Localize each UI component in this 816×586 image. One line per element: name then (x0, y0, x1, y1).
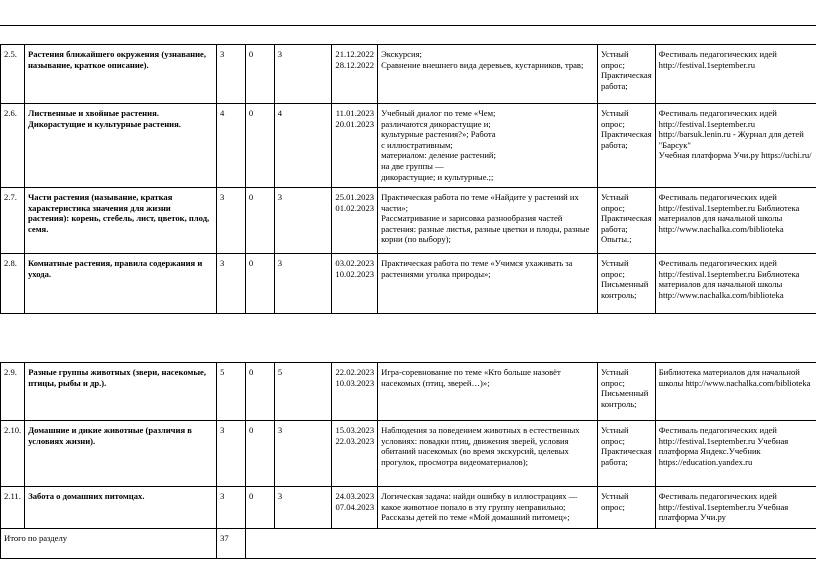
hours-practical (274, 45, 332, 104)
activities-cell (378, 254, 598, 314)
hours-control (245, 363, 274, 421)
topic-cell-text: Растения ближайшего окружения (узнавание, называние, краткое описание). (27, 49, 206, 70)
dates-cell (332, 254, 378, 314)
date-value: 24.03.2023 (335, 491, 375, 501)
row-number-text: 2.5. (4, 49, 17, 59)
row-number (1, 104, 25, 188)
topic-cell (24, 254, 216, 314)
dates-cell (332, 45, 378, 104)
date-value: 10.03.2023 (335, 377, 375, 388)
forms-cell (597, 487, 655, 529)
row-number (1, 487, 25, 529)
date-value: 10.02.2023 (335, 268, 375, 279)
summary-empty (245, 529, 816, 559)
hours-control-text: 0 (248, 491, 254, 501)
forms-cell (597, 188, 655, 254)
activities-cell-text: Экскурсия; Сравнение внешнего вида деревьев, кустарников, трав; (381, 49, 584, 70)
topic-cell (25, 487, 217, 529)
summary-row (1, 529, 816, 559)
topic-cell (25, 421, 217, 487)
dates-cell (332, 421, 378, 487)
hours-practical-text: 3 (277, 258, 283, 268)
activities-cell (378, 363, 598, 421)
hours-total-text: 3 (220, 491, 225, 501)
row-number (1, 188, 25, 254)
topic-cell (24, 188, 216, 254)
hours-practical (274, 363, 332, 421)
hours-total-text: 3 (220, 258, 225, 268)
topic-cell (25, 363, 217, 421)
date-value: 22.03.2023 (335, 435, 375, 446)
hours-control-text: 0 (248, 192, 254, 202)
row-number-text: 2.10. (4, 425, 22, 435)
dates-cell (332, 487, 378, 529)
hours-practical (274, 188, 332, 254)
curriculum-table-top (0, 44, 816, 314)
summary-value: 37 (217, 529, 246, 559)
resources-cell-text: Библиотека материалов для начальной школы http://www.nachalka.com/biblioteka (658, 367, 811, 388)
hours-control (245, 188, 274, 254)
row-number (1, 45, 25, 104)
hours-practical-text: 3 (277, 425, 283, 435)
activities-cell (378, 421, 598, 487)
topic-cell-text: Забота о домашних питомцах. (28, 491, 145, 501)
table-row (1, 188, 816, 254)
activities-cell (378, 104, 598, 188)
hours-total-text: 3 (220, 192, 225, 202)
date-value: 25.01.2023 (335, 192, 375, 202)
activities-cell-text: Практическая работа по теме «Найдите у растений их части»; Рассматривание и зарисовка разнообразия частей растения: разные листья, разные цветки и плоды, разные корни (по выбору); (381, 192, 590, 245)
hours-practical (274, 104, 332, 188)
resources-cell (655, 104, 816, 188)
row-number-text: 2.11. (4, 491, 21, 501)
resources-cell-text: Фестиваль педагогических идей http://festival.1september.ru http://barsuk.lenin.ru - Журнал для детей "Барсук" Учебная платформа Учи.ру https://uchi.ru/ (658, 108, 812, 161)
activities-cell (378, 45, 598, 104)
dates-cell (332, 363, 378, 421)
table-row (1, 421, 816, 487)
forms-cell-text: Устный опрос; Практическая работа; Опыты.; (600, 192, 652, 245)
hours-total (217, 421, 246, 487)
topic-cell-text: Части растения (называние, краткая характеристика значения для жизни растения): корень, стебель, лист, цветок, плод, семя. (27, 192, 210, 234)
hours-total-text: 5 (220, 367, 225, 377)
forms-cell-text: Устный опрос; Письменный контроль; (600, 258, 649, 300)
hours-control-text: 0 (248, 108, 254, 118)
resources-cell-text: Фестиваль педагогических идей http://festival.1september.ru Учебная платформа Учи.ру (658, 491, 789, 523)
hours-total (217, 104, 246, 188)
hours-control (245, 254, 274, 314)
hours-control (245, 487, 274, 529)
date-value: 03.02.2023 (335, 258, 375, 268)
hours-control-text: 0 (248, 367, 254, 377)
forms-cell-text: Устный опрос; Практическая работа; (600, 49, 652, 91)
date-value: 28.12.2022 (335, 59, 375, 70)
resources-cell-text: Фестиваль педагогических идей http://festival.1september.ru Библиотека материалов для начальной школы http://www.nachalka.com/biblioteka (658, 192, 800, 234)
table-row (1, 45, 816, 104)
forms-cell (597, 254, 655, 314)
date-value: 22.02.2023 (335, 367, 375, 377)
resources-cell (655, 45, 816, 104)
forms-cell-text: Устный опрос; Практическая работа; (600, 108, 652, 150)
hours-control (245, 421, 274, 487)
activities-cell-text: Практическая работа по теме «Учимся ухаживать за растениями уголка природы»; (381, 258, 573, 279)
hours-total (217, 487, 246, 529)
curriculum-table-bottom (0, 362, 816, 559)
activities-cell (378, 487, 598, 529)
table-row (1, 487, 816, 529)
row-number-text: 2.6. (4, 108, 17, 118)
topic-cell (24, 45, 216, 104)
resources-cell-text: Фестиваль педагогических идей http://festival.1september.ru (658, 49, 777, 70)
hours-total (217, 254, 246, 314)
row-number (1, 254, 25, 314)
resources-cell (655, 363, 816, 421)
row-number-text: 2.8. (4, 258, 17, 268)
table-row (1, 363, 816, 421)
hours-control-text: 0 (248, 49, 254, 59)
forms-cell (597, 421, 655, 487)
topic-cell (24, 104, 216, 188)
page-top-rule (0, 25, 816, 26)
resources-cell (655, 188, 816, 254)
hours-control (245, 45, 274, 104)
hours-practical-text: 5 (277, 367, 283, 377)
hours-control-text: 0 (248, 258, 254, 268)
table-row (1, 254, 816, 314)
date-value: 07.04.2023 (335, 501, 375, 512)
table-row (1, 104, 816, 188)
hours-control-text: 0 (248, 425, 254, 435)
topic-cell-text: Домашние и дикие животные (различия в условиях жизни). (28, 425, 192, 446)
row-number-text: 2.7. (4, 192, 17, 202)
date-value: 20.01.2023 (335, 118, 375, 129)
hours-practical-text: 3 (277, 49, 283, 59)
resources-cell (655, 254, 816, 314)
hours-practical-text: 3 (277, 192, 283, 202)
hours-practical-text: 3 (277, 491, 283, 501)
date-value: 11.01.2023 (335, 108, 375, 118)
hours-control (245, 104, 274, 188)
dates-cell (332, 188, 378, 254)
hours-practical (274, 254, 332, 314)
hours-practical (274, 487, 332, 529)
hours-total (217, 363, 246, 421)
activities-cell (378, 188, 598, 254)
forms-cell-text: Устный опрос; (600, 491, 629, 512)
dates-cell (332, 104, 378, 188)
hours-practical-text: 4 (277, 108, 283, 118)
forms-cell (597, 45, 655, 104)
date-value: 21.12.2022 (335, 49, 375, 59)
hours-total-text: 3 (220, 49, 225, 59)
resources-cell (655, 421, 816, 487)
row-number (1, 421, 25, 487)
forms-cell-text: Устный опрос; Письменный контроль; (600, 367, 649, 409)
row-number (1, 363, 25, 421)
hours-practical (274, 421, 332, 487)
topic-cell-text: Комнатные растения, правила содержания и ухода. (27, 258, 203, 279)
forms-cell (597, 104, 655, 188)
forms-cell-text: Устный опрос; Практическая работа; (600, 425, 652, 467)
hours-total (217, 188, 246, 254)
summary-label: Итого по разделу (1, 529, 217, 559)
date-value: 01.02.2023 (335, 202, 375, 213)
row-number-text: 2.9. (4, 367, 17, 377)
forms-cell (597, 363, 655, 421)
topic-cell-text: Разные группы животных (звери, насекомые, птицы, рыбы и др.). (28, 367, 206, 388)
hours-total (217, 45, 246, 104)
resources-cell (655, 487, 816, 529)
date-value: 15.03.2023 (335, 425, 375, 435)
topic-cell-text: Лиственные и хвойные растения. Дикорастущие и культурные растения. (27, 108, 181, 129)
activities-cell-text: Игра-соревнование по теме «Кто больше назовёт насекомых (птиц, зверей…)»; (381, 367, 561, 388)
hours-total-text: 3 (220, 425, 225, 435)
resources-cell-text: Фестиваль педагогических идей http://festival.1september.ru Учебная платформа Яндекс.Учебник https://education.yandex.ru (658, 425, 789, 467)
activities-cell-text: Логическая задача: найди ошибку в иллюстрациях — какое животное попало в эту группу неправильно; Рассказы детей по теме «Мой домашний питомец»; (381, 491, 578, 523)
activities-cell-text: Учебный диалог по теме «Чем; различаются дикорастущие и; культурные растения?»; Работа с иллюстративным; материалом: деление растений; на две группы — дикорастущие; и культурные.;; (381, 108, 496, 182)
hours-total-text: 4 (220, 108, 225, 118)
resources-cell-text: Фестиваль педагогических идей http://festival.1september.ru Библиотека материалов для начальной школы http://www.nachalka.com/biblioteka (658, 258, 800, 300)
activities-cell-text: Наблюдения за поведением животных в естественных условиях: повадки птиц, движения зверей, условия обитаний насекомых (во время экскурсий, целевых прогулок, просмотра видеоматериалов); (381, 425, 580, 467)
